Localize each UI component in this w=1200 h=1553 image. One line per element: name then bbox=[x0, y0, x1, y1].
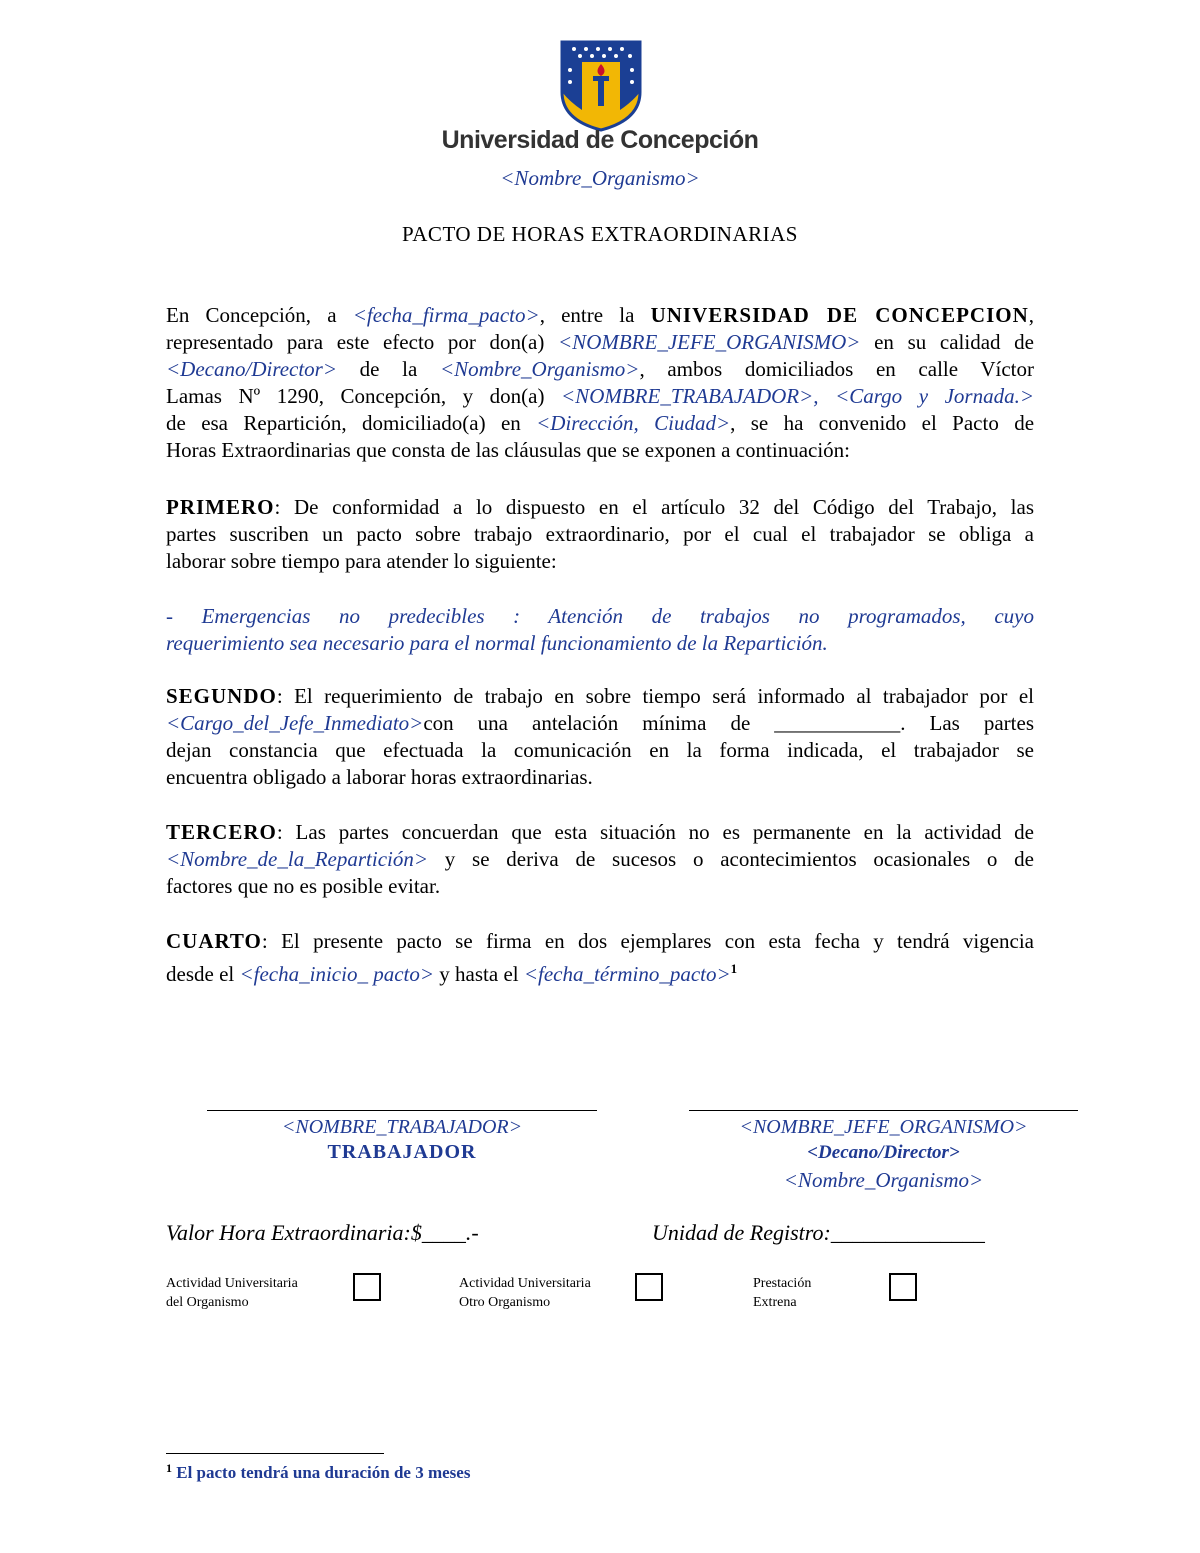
emergencias-text: requerimiento sea necesario para el normal funcionamiento de la Repartición. bbox=[166, 631, 828, 655]
clause-text: laborar sobre tiempo para atender lo siguiente: bbox=[166, 549, 557, 573]
checkbox-label-line: Otro Organismo bbox=[459, 1295, 551, 1310]
clause-label: TERCERO bbox=[166, 820, 277, 844]
intro-text: de la bbox=[337, 357, 440, 381]
footnote-text: El pacto tendrá una duración de 3 meses bbox=[176, 1463, 471, 1482]
unidad-registro-field: Unidad de Registro:______________ bbox=[652, 1220, 985, 1245]
checkbox-otro-organismo[interactable] bbox=[635, 1273, 663, 1301]
signature-role-jefe: <Decano/Director> bbox=[807, 1142, 960, 1163]
checkbox-label-line: Actividad Universitaria bbox=[166, 1276, 298, 1291]
trabajador-placeholder: <NOMBRE_TRABAJADOR>, bbox=[561, 384, 819, 408]
intro-text: en su calidad de bbox=[860, 330, 1034, 354]
footnote-reference[interactable]: 1 bbox=[730, 961, 738, 976]
jefe-placeholder: <NOMBRE_JEFE_ORGANISMO> bbox=[558, 330, 861, 354]
university-bold: UNIVERSIDAD DE CONCEPCION bbox=[650, 303, 1029, 327]
clause-segundo bbox=[166, 683, 1034, 791]
clause-cuarto bbox=[166, 928, 1034, 988]
university-shield-logo bbox=[560, 40, 642, 132]
clause-text: y se deriva de sucesos o acontecimientos ocasionales o de bbox=[428, 847, 1034, 871]
clause-text: partes suscriben un pacto sobre trabajo extraordinario, por el cual el trabajador se obliga a bbox=[166, 522, 1034, 546]
footnote bbox=[166, 1461, 470, 1483]
emergencias-item bbox=[166, 603, 1034, 657]
checkbox-prestacion[interactable] bbox=[889, 1273, 917, 1301]
fecha-firma-placeholder: <fecha_firma_pacto> bbox=[352, 303, 540, 327]
intro-text: , ambos domiciliados en calle Víctor bbox=[639, 357, 1034, 381]
clause-text: encuentra obligado a laborar horas extraordinarias. bbox=[166, 765, 593, 789]
intro-paragraph bbox=[166, 302, 1034, 464]
cargo-placeholder: <Cargo y Jornada.> bbox=[818, 384, 1034, 408]
signature-name-jefe: <NOMBRE_JEFE_ORGANISMO> bbox=[739, 1116, 1028, 1138]
checkbox-label-otro-organismo bbox=[459, 1274, 591, 1312]
intro-text: de esa Repartición, domiciliado(a) en bbox=[166, 411, 537, 435]
fecha-inicio-placeholder: <fecha_inicio_ pacto> bbox=[239, 962, 435, 986]
footnote-separator bbox=[166, 1453, 384, 1454]
cargo-jefe-placeholder: <Cargo_del_Jefe_Inmediato> bbox=[166, 711, 424, 735]
checkbox-label-prestacion bbox=[753, 1274, 811, 1312]
direccion-placeholder: <Dirección, Ciudad> bbox=[536, 411, 731, 435]
clause-text: factores que no es posible evitar. bbox=[166, 874, 441, 898]
decano-placeholder: <Decano/Director> bbox=[166, 357, 338, 381]
clause-label: SEGUNDO bbox=[166, 684, 277, 708]
clause-label: PRIMERO bbox=[166, 495, 275, 519]
intro-text: representado para este efecto por don(a) bbox=[166, 330, 559, 354]
document-title: PACTO DE HORAS EXTRAORDINARIAS bbox=[402, 222, 798, 246]
clause-text: : Las partes concuerdan que esta situación no es permanente en la actividad de bbox=[276, 820, 1034, 844]
organism-header: <Nombre_Organismo> bbox=[500, 166, 700, 190]
clause-text: : De conformidad a lo dispuesto en el artículo 32 del Código del Trabajo, las bbox=[274, 495, 1034, 519]
signature-line-trabajador bbox=[207, 1110, 597, 1111]
fecha-termino-placeholder: <fecha_término_pacto> bbox=[523, 962, 731, 986]
signature-name-trabajador: <NOMBRE_TRABAJADOR> bbox=[281, 1116, 523, 1138]
intro-text: Lamas Nº 1290, Concepción, y don(a) bbox=[166, 384, 562, 408]
clause-tercero bbox=[166, 819, 1034, 900]
intro-text: Horas Extraordinarias que consta de las cláusulas que se exponen a continuación: bbox=[166, 438, 851, 462]
checkbox-label-line: Actividad Universitaria bbox=[459, 1276, 591, 1291]
emergencias-text: - Emergencias no predecibles : Atención de trabajos no programados, cuyo bbox=[166, 604, 1034, 628]
checkbox-label-line: del Organismo bbox=[166, 1295, 249, 1310]
clause-primero bbox=[166, 494, 1034, 575]
university-name: Universidad de Concepción bbox=[441, 126, 759, 154]
valor-hora-field: Valor Hora Extraordinaria:$____.- bbox=[166, 1220, 479, 1245]
intro-text: , entre la bbox=[539, 303, 651, 327]
clause-text: : El requerimiento de trabajo en sobre tiempo será informado al trabajador por el bbox=[276, 684, 1034, 708]
checkbox-organismo[interactable] bbox=[353, 1273, 381, 1301]
intro-text: , se ha convenido el Pacto de bbox=[730, 411, 1035, 435]
clause-text: desde el bbox=[166, 962, 240, 986]
intro-text: , bbox=[1028, 303, 1035, 327]
organismo-placeholder: <Nombre_Organismo> bbox=[439, 357, 640, 381]
clause-label: CUARTO bbox=[166, 929, 262, 953]
footnote-number: 1 bbox=[166, 1461, 172, 1475]
clause-text: dejan constancia que efectuada la comunicación en la forma indicada, el trabajador se bbox=[166, 738, 1034, 762]
checkbox-label-organismo bbox=[166, 1274, 298, 1312]
clause-text: con una antelación mínima de ____________. Las partes bbox=[423, 711, 1034, 735]
clause-text: : El presente pacto se firma en dos ejemplares con esta fecha y tendrá vigencia bbox=[261, 929, 1034, 953]
signature-role-trabajador: TRABAJADOR bbox=[327, 1141, 477, 1163]
clause-text: y hasta el bbox=[434, 962, 524, 986]
reparticion-placeholder: <Nombre_de_la_Repartición> bbox=[166, 847, 429, 871]
checkbox-label-line: Prestación bbox=[753, 1276, 812, 1291]
signature-org-jefe: <Nombre_Organismo> bbox=[783, 1168, 984, 1192]
checkbox-label-line: Extrena bbox=[753, 1295, 797, 1310]
signature-line-jefe bbox=[689, 1110, 1078, 1111]
intro-text: En Concepción, a bbox=[166, 303, 353, 327]
